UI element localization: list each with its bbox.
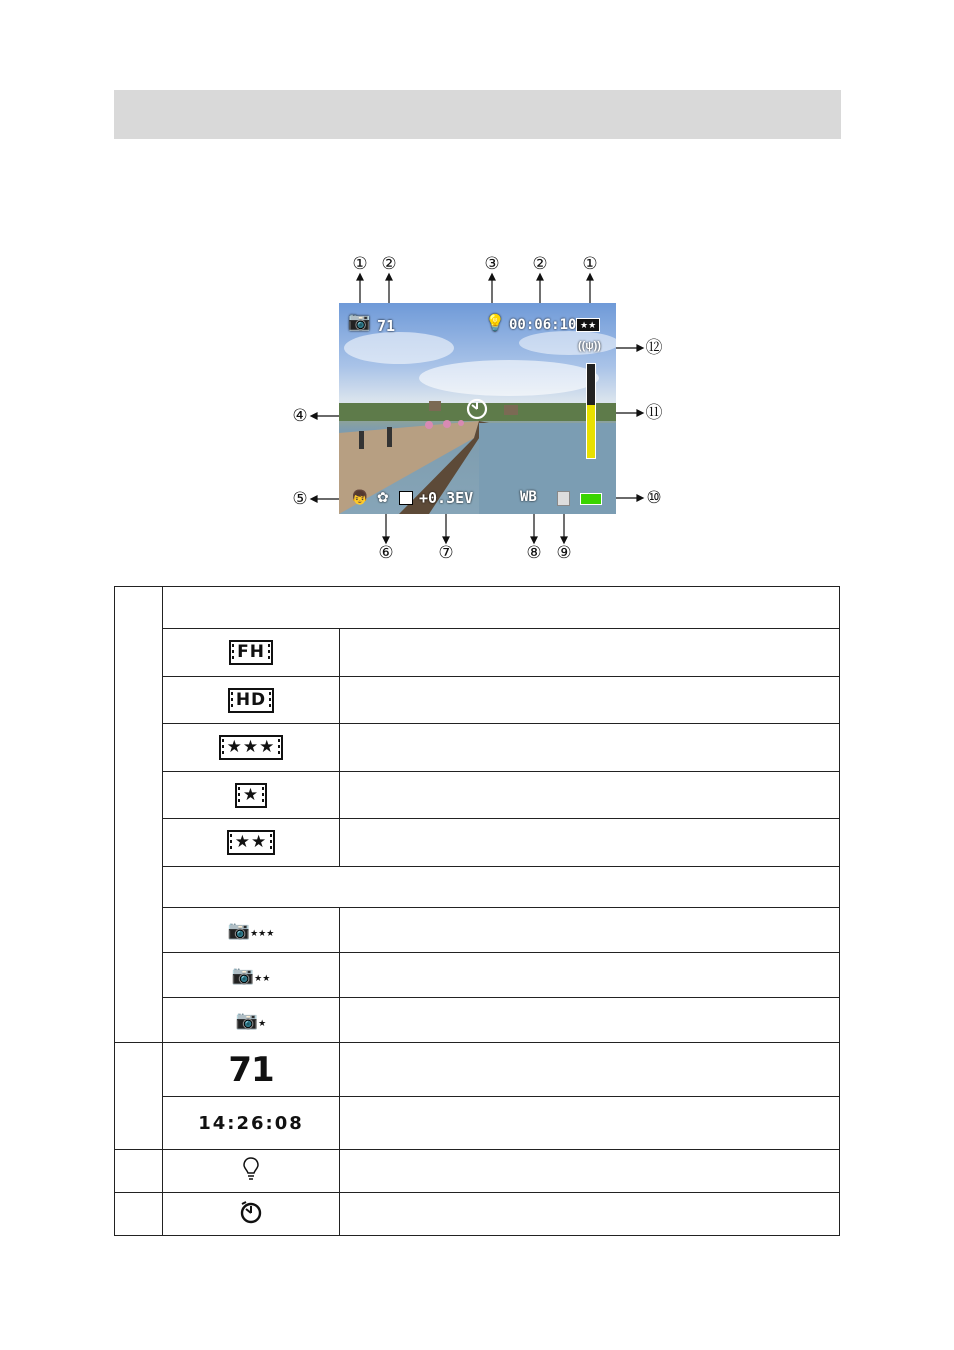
callout-12-right: ⑫ [645, 338, 663, 358]
stabilizer-icon: ((ψ)) [578, 340, 601, 352]
photo-quality-icon: 📷 [348, 311, 371, 331]
self-timer-icon-table [238, 1199, 264, 1225]
camera-3star-icon: 📷 [227, 919, 251, 940]
camera-1star-icon: 📷 [235, 1009, 259, 1030]
osd-ev-value: +0.3EV [419, 489, 474, 507]
callout-10-right: ⑩ [646, 488, 662, 508]
row-number-2 [115, 1043, 163, 1150]
callout-7-bottom: ⑦ [438, 543, 454, 563]
callout-3-top: ③ [484, 254, 500, 274]
video-resolution-header [163, 587, 840, 629]
callout-9-bottom: ⑨ [556, 543, 572, 563]
led-light-icon-table [242, 1156, 260, 1182]
zoom-level-fill [587, 405, 595, 458]
video-res-hd-cell [163, 677, 340, 724]
photo-res-1star-cell: 📷★ [163, 998, 340, 1043]
record-time-value: 14:26:08 [198, 1112, 304, 1134]
led-light-icon: 💡 [485, 315, 505, 332]
video-res-2star-icon: ★★ [227, 830, 275, 855]
shot-count-value: 71 [228, 1049, 274, 1090]
preview-screen [339, 303, 616, 514]
scene-mode-icon: 👦 [351, 489, 369, 505]
video-res-1star-cell [163, 772, 340, 819]
callout-5-left: ⑤ [292, 489, 308, 509]
exposure-icon [399, 491, 413, 505]
camera-2star-icon: 📷 [231, 964, 255, 985]
photo-resolution-header [163, 867, 840, 908]
video-res-fh-cell [163, 629, 340, 677]
row-number-4 [115, 1193, 163, 1236]
osd-diagram [280, 245, 680, 575]
osd-white-balance: WB [520, 489, 537, 505]
self-timer-icon-osd [464, 395, 490, 421]
callout-2-top-left: ② [381, 254, 397, 274]
callout-1-top-left: ① [352, 254, 368, 274]
zoom-bar [586, 363, 596, 459]
video-res-3star-cell [163, 724, 340, 772]
osd-shot-count: 71 [377, 317, 396, 335]
callout-1-top-right: ① [582, 254, 598, 274]
callout-11-right: ⑪ [645, 403, 663, 423]
photo-res-3star-cell: 📷★★★ [163, 908, 340, 953]
video-res-hd-icon: HD [228, 688, 274, 713]
photo-res-2star-cell: 📷★★ [163, 953, 340, 998]
sd-card-icon [557, 491, 570, 506]
video-res-3star-icon: ★★★ [219, 735, 284, 760]
video-res-2star-cell [163, 819, 340, 867]
callout-2-top-right: ② [532, 254, 548, 274]
callout-6-bottom: ⑥ [378, 543, 394, 563]
row-number-1 [115, 587, 163, 1043]
indicator-table [114, 586, 840, 1236]
macro-icon: ✿ [377, 489, 389, 505]
callout-8-bottom: ⑧ [526, 543, 542, 563]
battery-icon [580, 493, 602, 505]
video-res-fh-icon: FH [229, 640, 273, 665]
osd-video-res-badge: ★★ [576, 318, 600, 332]
osd-record-time: 00:06:10 [509, 317, 577, 333]
header-bar [114, 90, 841, 139]
callout-4-left: ④ [292, 406, 308, 426]
video-res-1star-icon: ★ [235, 783, 267, 808]
row-number-3 [115, 1150, 163, 1193]
